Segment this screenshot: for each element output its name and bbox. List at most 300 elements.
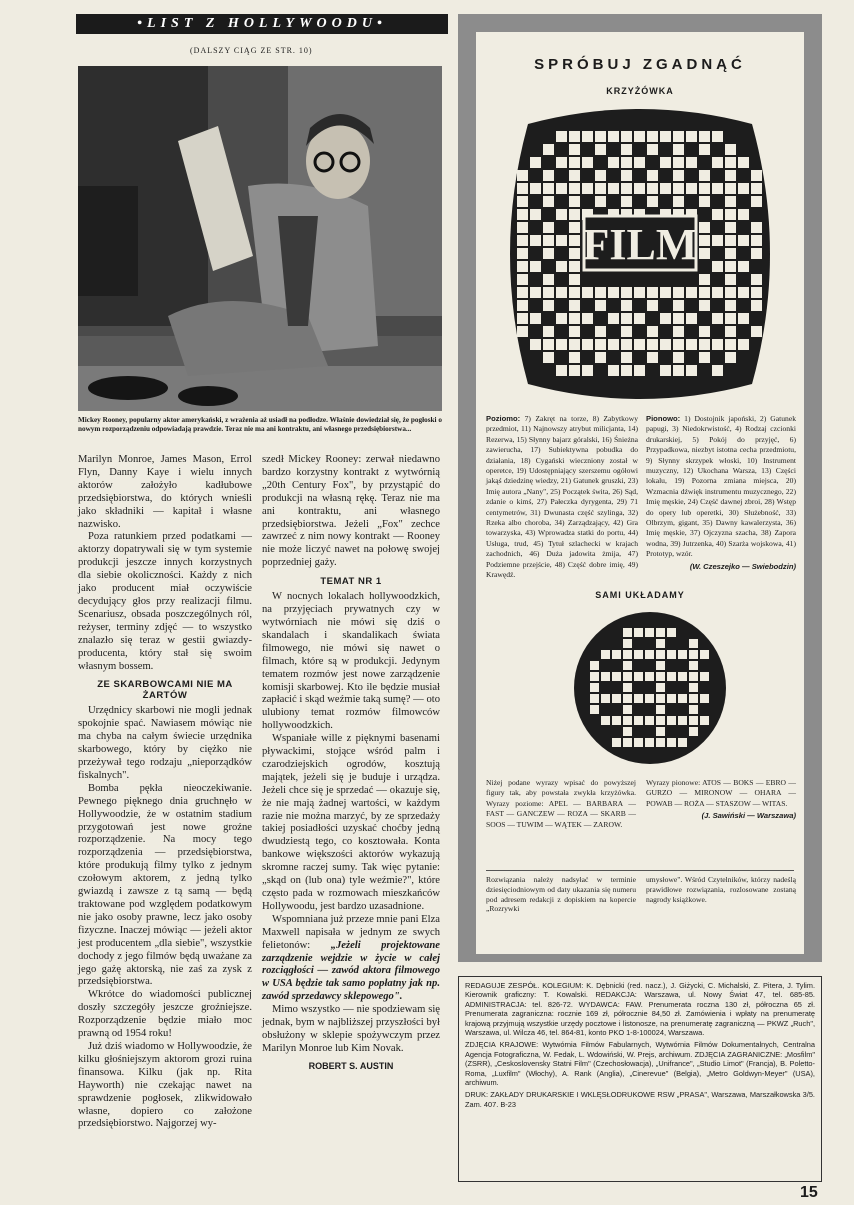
crossword-cell [582, 339, 593, 350]
crossword-cell [725, 248, 736, 259]
crossword-cell [556, 209, 567, 220]
crossword-cell [608, 339, 619, 350]
crossword-cell [699, 144, 710, 155]
paragraph: Urzędnicy skarbowi nie mogli jednak spokojnie spać. Nawiasem mówiąc nie ma chyba na całym świecie urzędnika skarbowego, który by ciężko nie przeżywał tego rodzaju „nieporządków fiskalnych". [78, 705, 252, 781]
crossword-cell [569, 183, 580, 194]
crossword-cell [543, 183, 554, 194]
crossword-cell [582, 157, 593, 168]
paragraph: Wspaniałe wille z pięknymi basenami pływackimi, stojące wśród palm i czarodziejskich ogrodów, kosztują majątek, jeżeli się je buduje i urządza. Jeżeli chce się je sprzedać — okazuje się, że nie mają żadnej wartości, w każdym razie nie można marzyć, by ze sprzedaży takiej posiadłości uzyskać choćby jedną dwudziestą tego, co kosztowała. Konta bankowe większości aktorów wykazują skromne raczej sumy. Tak więc pytanie: „skąd on (lub ona) tyle weźmie?", które często pada w rozmowach mieszkańców Hollywoodu, jest bardzo uzasadnione. [262, 733, 440, 912]
crossword-cell [738, 183, 749, 194]
crossword-cell [556, 183, 567, 194]
crossword-grid [498, 104, 782, 404]
crossword-cell [608, 157, 619, 168]
crossword-cell [595, 300, 606, 311]
crossword-cell [686, 287, 697, 298]
crossword-cell [556, 313, 567, 324]
crossword-cell [530, 313, 541, 324]
crossword-cell [725, 144, 736, 155]
crossword-cell [569, 365, 580, 376]
crossword-cell [621, 313, 632, 324]
fill-in-cell [678, 672, 687, 681]
crossword-subtitle: KRZYŻÓWKA [606, 86, 674, 96]
crossword-cell [673, 287, 684, 298]
fill-in-cell [612, 738, 621, 747]
paragraph: Już dziś wiadomo w Hollywoodzie, że kilku głośniejszym aktorom grozi ruina finansowa. Kilku (jak np. Rita Hayworth) nie czekając nawet na sprawdzenie pogłosek, zlikwidowało własne, dopiero co założone przedsiębiorstwo. Najgorzej wy- [78, 1040, 252, 1130]
crossword-cell [621, 365, 632, 376]
crossword-cell [517, 183, 528, 194]
crossword-cell [621, 170, 632, 181]
crossword-cell [621, 157, 632, 168]
crossword-cell [647, 183, 658, 194]
crossword-cell [725, 222, 736, 233]
crossword-cell [621, 326, 632, 337]
crossword-center-word: FILM [582, 220, 698, 269]
crossword-cell [530, 261, 541, 272]
crossword-cell [569, 222, 580, 233]
crossword-cell [634, 157, 645, 168]
crossword-cell [595, 287, 606, 298]
crossword-cell [608, 131, 619, 142]
crossword-cell [699, 300, 710, 311]
puzzle-title: SPRÓBUJ ZGADNĄĆ [534, 56, 746, 73]
fill-in-cell [645, 650, 654, 659]
crossword-cell [712, 157, 723, 168]
fill-in-cell [689, 650, 698, 659]
crossword-cell [647, 287, 658, 298]
fill-in-cell [623, 661, 632, 670]
crossword-cell [725, 196, 736, 207]
crossword-cell [530, 183, 541, 194]
fill-in-cell [689, 694, 698, 703]
crossword-cell [556, 339, 567, 350]
crossword-cell [517, 261, 528, 272]
fill-in-cell [612, 694, 621, 703]
fill-in-cell [700, 672, 709, 681]
crossword-cell [725, 287, 736, 298]
fill-in-cell [667, 716, 676, 725]
paragraph: Wkrótce do wiadomości publicznej doszły szczegóły jeszcze groźniejsze. Rozporządzenie będzie miało moc prawną od 1954 roku! [78, 989, 252, 1040]
crossword-cell [725, 274, 736, 285]
crossword-cell [699, 170, 710, 181]
fill-in-cell [623, 727, 632, 736]
fill-in-cell [590, 672, 599, 681]
fill-in-cell [623, 705, 632, 714]
fill-in-cell [656, 628, 665, 637]
fill-in-cell [656, 738, 665, 747]
fill-in-cell [656, 683, 665, 692]
fill-in-cell [623, 672, 632, 681]
clues-vertical [646, 414, 796, 572]
crossword-cell [530, 287, 541, 298]
crossword-cell [660, 365, 671, 376]
crossword-cell [543, 170, 554, 181]
crossword-cell [699, 183, 710, 194]
crossword-cell [608, 313, 619, 324]
crossword-cell [530, 339, 541, 350]
crossword-cell [595, 196, 606, 207]
crossword-cell [569, 131, 580, 142]
crossword-cell [751, 274, 762, 285]
fill-in-cell [667, 672, 676, 681]
fill-in-cell [678, 716, 687, 725]
crossword-cell [608, 365, 619, 376]
crossword-cell [543, 235, 554, 246]
crossword-cell [595, 326, 606, 337]
subheading: ZE SKARBOWCAMI NIE MA ŻARTÓW [97, 679, 233, 702]
crossword-cell [699, 248, 710, 259]
fill-in-cell [689, 727, 698, 736]
crossword-cell [751, 183, 762, 194]
fill-in-instructions: Niżej podane wyrazy wpisać do powyższej figury tak, aby powstała zwykła krzyżówka. Wyrazy poziome: APEL — BARBARA — FAST — GANCZEW — ROZA — SKARB — SOOS — TUWIM — WĄTEK — ZAROW. [486, 778, 636, 829]
crossword-cell [686, 157, 697, 168]
article-column-1 [78, 454, 252, 1164]
fill-in-cell [601, 672, 610, 681]
crossword-cell [738, 235, 749, 246]
crossword-cell [569, 209, 580, 220]
crossword-cell [725, 300, 736, 311]
photo-mickey-rooney [78, 66, 442, 411]
crossword-cell [582, 313, 593, 324]
crossword-cell [569, 300, 580, 311]
fill-in-cell [634, 628, 643, 637]
crossword-cell [517, 235, 528, 246]
crossword-cell [751, 222, 762, 233]
crossword-cell [712, 235, 723, 246]
crossword-cell [673, 144, 684, 155]
crossword-cell [569, 144, 580, 155]
crossword-cell [582, 287, 593, 298]
crossword-cell [621, 352, 632, 363]
continued-note: (DALSZY CIĄG ZE STR. 10) [190, 46, 313, 55]
editorial-photos: ZDJĘCIA KRAJOWE: Wytwórnia Filmów Fabularnych, Wytwórnia Filmów Dokumentalnych, Centralna Agencja Fotograficzna, W. Fedak, L. Wdowiński, W. Prejs, archiwum. ZDJĘCIA ZAGRANICZNE: „Mosfilm" (ZSRR), „Ceskoslovensky Statni Film" (Czechosłowacja), „Unifrance", „Studio Limot" (Francja), B. Poletto-Roma, „Luxfilm" (Włochy), A. Rank (Anglia), „Cinerevue" (Belgia), „Metro Goldwyn-Meyer" (USA), archiwum. [465, 1040, 815, 1088]
crossword-cell [569, 274, 580, 285]
crossword-cell [738, 287, 749, 298]
crossword-cell [634, 339, 645, 350]
crossword-cell [712, 313, 723, 324]
fill-in-cell [656, 705, 665, 714]
crossword-cell [725, 235, 736, 246]
crossword-cell [699, 287, 710, 298]
crossword-cell [699, 196, 710, 207]
second-puzzle-title: SAMI UKŁADAMY [595, 590, 685, 600]
paragraph: Mimo wszystko — nie spodziewam się jednak, bym w najbliższej przyszłości był obsłużony w sklepie spożywczym przez Marilyn Monroe lub Kim Novak. [262, 1004, 440, 1054]
crossword-cell [738, 157, 749, 168]
fill-in-cell [700, 650, 709, 659]
fill-in-cell [623, 650, 632, 659]
paragraph: szedł Mickey Rooney: zerwał niedawno bardzo korzystny kontrakt z wytwórnią „20th Century Fox", by przystąpić do produkcji na własną rękę. Teraz nie ma ani kontraktu, ani własnego przedsiębiorstwa. Jeżeli „Fox" zechce zawrzeć z nim nowy kontrakt — Rooney nie może liczyć nawet na połowę swojej poprzedniej gaży. [262, 454, 440, 569]
quote: „Jeżeli projektowane zarządzenie wejdzie w życie w całej rozciągłości — zawód aktora filmowego w USA będzie tak samo popłatny jak np. zawód sprzedawcy sklepowego". [262, 939, 440, 1003]
crossword-cell [543, 274, 554, 285]
crossword-cell [569, 326, 580, 337]
section-banner: •LIST Z HOLLYWOODU• [76, 14, 448, 34]
crossword-cell [569, 157, 580, 168]
crossword-cell [751, 300, 762, 311]
fill-in-cell [623, 628, 632, 637]
crossword-cell [569, 313, 580, 324]
fill-in-cell [612, 716, 621, 725]
fill-in-cell [656, 639, 665, 648]
crossword-cell [712, 261, 723, 272]
crossword-cell [712, 209, 723, 220]
fill-in-cell [678, 694, 687, 703]
crossword-cell [530, 157, 541, 168]
crossword-cell [725, 209, 736, 220]
crossword-cell [699, 339, 710, 350]
crossword-cell [556, 157, 567, 168]
crossword-cell [595, 183, 606, 194]
crossword-cell [725, 170, 736, 181]
fill-in-cell [667, 738, 676, 747]
crossword-cell [517, 313, 528, 324]
crossword-cell [543, 144, 554, 155]
crossword-cell [595, 170, 606, 181]
crossword-cell [556, 131, 567, 142]
fill-in-cell [689, 661, 698, 670]
fill-in-cell [634, 694, 643, 703]
fill-in-cell [634, 716, 643, 725]
crossword-cell [751, 287, 762, 298]
fill-in-cell [678, 738, 687, 747]
crossword-cell [673, 300, 684, 311]
fill-in-cell [601, 650, 610, 659]
crossword-cell [738, 209, 749, 220]
fill-in-cell [623, 738, 632, 747]
editorial-staff: REDAGUJE ZESPÓŁ. KOLEGIUM: K. Dębnicki (red. nacz.), J. Giżycki, C. Michalski, Z. Pitera, J. Tylim. Kierownik graficzny: T. Kowalski. REDAKCJA: Warszawa, ul. Nowy Świat 47, tel. 685-85. ADMINISTRACJA: tel. 826-72. WYDAWCA: FAW. Prenumerata roczna 130 zł, półroczna 65 zł. Prenumerata zagraniczna: rocznie 169 zł, półrocznie 84,50 zł. Zamówienia i wpłaty na prenumeratę krajową przyjmują wszystkie urzędy pocztowe i listonosze, na prenumeratę zagraniczną — PKWZ „Ruch", Warszawa, ul. Wilcza 46, tel. 864-81, konto PKO 1-8-100024, Warszawa. [465, 981, 815, 1038]
fill-in-cell [634, 672, 643, 681]
crossword-cell [725, 313, 736, 324]
crossword-cell [699, 326, 710, 337]
crossword-cell [738, 313, 749, 324]
crossword-cell [569, 235, 580, 246]
crossword-cell [686, 339, 697, 350]
fill-in-cell [656, 716, 665, 725]
crossword-cell [517, 222, 528, 233]
fill-in-cell [623, 694, 632, 703]
crossword-cell [608, 183, 619, 194]
crossword-cell [686, 131, 697, 142]
crossword-cell [673, 339, 684, 350]
page-number: 15 [800, 1184, 818, 1201]
fill-in-cell [623, 639, 632, 648]
crossword-cell [647, 326, 658, 337]
crossword-cell [621, 144, 632, 155]
fill-in-cell [590, 705, 599, 714]
crossword-cell [686, 365, 697, 376]
crossword-cell [543, 248, 554, 259]
crossword-cell [660, 339, 671, 350]
fill-in-cell [678, 650, 687, 659]
crossword-cell [621, 196, 632, 207]
crossword-cell [725, 157, 736, 168]
editorial-print: DRUK: ZAKŁADY DRUKARSKIE I WKLĘSŁODRUKOWE RSW „PRASA", Warszawa, Marszałkowska 3/5. Zam. 407. B-23 [465, 1090, 815, 1109]
fill-in-cell [656, 661, 665, 670]
fill-in-vertical-text: Wyrazy pionowe: ATOS — BOKS — EBRO — GURZO — MIRONOW — OHARA — POWAB — ROŻA — STASZOW — WITAS. [646, 778, 796, 808]
crossword-cell [543, 339, 554, 350]
crossword-cell [712, 131, 723, 142]
clues-vertical-text: 1) Dostojnik japoński, 2) Gatunek papugi, 3) Niedokrwistość, 4) Rodzaj czcionki drukarskiej, 5) Pokój do przyjęć, 6) Przypadkowa, niezbyt istotna cecha przedmiotu, 9) Słynny skrzypek włoski, 10) Instrument muzyczny, 12) Ukochana Warsza, 13) Części lokalu, 19) Pozorna zmiana miejsca, 20) Wzmacnia dźwięk instrumentu muzycznego, 22) Imię męskie, 24) Część dawnej zbroi, 28) Wstęp do opery lub operetki, 30) Służebność, 33) Olbrzym, gigant, 35) Dawny kawalerzysta, 36) Imię męskie, 37) Ojczyzna szacha, 38) Zapora wodna, 39) Jutrzenka, 40) Szarża wojskowa, 41) Prototyp, wzór. [646, 414, 797, 559]
quote-intro: Wspomniana już przeze mnie pani Elza Maxwell napisała w jednym ze swych felietonów: [262, 913, 440, 951]
crossword-cell [517, 326, 528, 337]
crossword-author: (W. Czeszejko — Swiebodzin) [689, 561, 796, 571]
clues-vertical-label: Pionowo: [646, 414, 681, 423]
crossword-cell [595, 352, 606, 363]
crossword-cell [725, 183, 736, 194]
solutions-note-1: Rozwiązania należy nadsyłać w terminie dziesięciodniowym od daty ukazania się numeru pod adresem redakcji z dopiskiem na kopercie „Rozrywki [486, 875, 636, 914]
crossword-cell [517, 300, 528, 311]
fill-in-cell [667, 628, 676, 637]
crossword-cell [621, 339, 632, 350]
crossword-cell [582, 365, 593, 376]
fill-in-cell [601, 694, 610, 703]
crossword-cell [569, 248, 580, 259]
crossword-cell [673, 326, 684, 337]
crossword-cell [712, 365, 723, 376]
crossword-cell [699, 235, 710, 246]
crossword-cell [673, 157, 684, 168]
crossword-cell [543, 287, 554, 298]
fill-in-cell [656, 727, 665, 736]
crossword-cell [673, 131, 684, 142]
clues-horizontal-label: Poziomo: [486, 414, 521, 423]
crossword-cell [647, 300, 658, 311]
article-column-2 [262, 454, 440, 1164]
fill-in-cell [612, 650, 621, 659]
fill-in-vertical-words [646, 778, 796, 822]
crossword-cell [517, 274, 528, 285]
crossword-cell [569, 339, 580, 350]
crossword-cell [621, 131, 632, 142]
editorial-box [458, 976, 822, 1182]
crossword-cell [725, 339, 736, 350]
crossword-cell [699, 222, 710, 233]
crossword-cell [530, 235, 541, 246]
crossword-cell [556, 365, 567, 376]
crossword-cell [751, 170, 762, 181]
crossword-cell [712, 339, 723, 350]
fill-in-cell [590, 661, 599, 670]
fill-in-cell [645, 738, 654, 747]
crossword-cell [673, 352, 684, 363]
crossword-cell [582, 131, 593, 142]
fill-in-cell [634, 738, 643, 747]
fill-in-cell [700, 716, 709, 725]
crossword-cell [595, 144, 606, 155]
fill-in-cell [689, 705, 698, 714]
fill-in-grid [572, 610, 728, 766]
fill-in-cell [634, 650, 643, 659]
puzzle-panel-inner [476, 32, 804, 954]
fill-in-cell [601, 716, 610, 725]
fill-in-cell [645, 694, 654, 703]
crossword-cell [660, 313, 671, 324]
crossword-cell [543, 300, 554, 311]
crossword-cell [582, 183, 593, 194]
crossword-cell [647, 170, 658, 181]
fill-in-cell [645, 672, 654, 681]
fill-in-cell [689, 683, 698, 692]
crossword-cell [543, 196, 554, 207]
crossword-cell [647, 131, 658, 142]
crossword-cell [673, 183, 684, 194]
crossword-cell [738, 339, 749, 350]
crossword-cell [556, 287, 567, 298]
crossword-cell [543, 352, 554, 363]
crossword-cell [595, 131, 606, 142]
crossword-cell [673, 313, 684, 324]
crossword-cell [621, 300, 632, 311]
crossword-cell [634, 313, 645, 324]
crossword-cell [569, 196, 580, 207]
crossword-cell [569, 287, 580, 298]
crossword-cell [751, 196, 762, 207]
crossword-cell [699, 131, 710, 142]
clues-horizontal-text: 7) Zakręt na torze, 8) Zabytkowy przedmiot, 11) Najnowszy atrybut milicjanta, 14) Rezerwa, 15) Słynny bajarz góralski, 16) Śnieżna zawierucha, 17) Subiektywna pobudka do działania, 18) Cygański wieczniony został w operetce, 19) Udostępniający szerszemu ogółowi jakąś dziedzinę wiedzy, 21) Gatunek gruszki, 23) Imię autora „Nany", 25) Początek świta, 26) Sąd, zdanie o kimś, 27) Pałeczka dyrygenta, 29) 71 centymetrów, 31) Dwunasta część szylinga, 32) Rzeka albo choroba, 34) Zarządzający, 42) Gra towarzyska, 43) Wprowadza statki do portu, 44) Usługa, trud, 45) Tytuł szlachecki w krajach zachodnich, 46) Duża jadowita żmija, 47) Podziemne przejście, 48) Część dobre imię, 49) Krawędź. [486, 414, 638, 580]
crossword-cell [543, 326, 554, 337]
solutions-note-2: umysłowe". Wśród Czytelników, którzy nadeślą prawidłowe rozwiązania, rozlosowane zostaną nagrody książkowe. [646, 875, 796, 904]
fill-in-cell [590, 683, 599, 692]
subheading: TEMAT NR 1 [320, 576, 382, 588]
fill-in-author: (J. Sawiński — Warszawa) [701, 811, 796, 821]
crossword-cell [634, 287, 645, 298]
clues-horizontal [486, 414, 638, 581]
author-signature: ROBERT S. AUSTIN [308, 1060, 394, 1071]
crossword-cell [699, 274, 710, 285]
crossword-cell [660, 131, 671, 142]
crossword-cell [647, 196, 658, 207]
crossword-cell [621, 287, 632, 298]
crossword-cell [569, 261, 580, 272]
crossword-cell [517, 287, 528, 298]
crossword-cell [517, 196, 528, 207]
fill-in-cell [700, 694, 709, 703]
crossword-cell [660, 287, 671, 298]
crossword-cell [712, 287, 723, 298]
crossword-cell [647, 339, 658, 350]
crossword-cell [569, 352, 580, 363]
fill-in-cell [689, 716, 698, 725]
crossword-cell [569, 170, 580, 181]
photo-caption: Mickey Rooney, popularny aktor amerykański, z wrażenia aż usiadł na podłodze. Właśnie dowiedział się, że pogłoski o nowym rozporządzeniu odpowiadają prawdzie. Teraz nie ma ani kontraktu, ani własnego przedsiębiorstwa... [78, 416, 442, 433]
fill-in-cell [590, 694, 599, 703]
crossword-cell [738, 261, 749, 272]
crossword-cell [751, 235, 762, 246]
fill-in-cell [656, 650, 665, 659]
fill-in-cell [656, 694, 665, 703]
crossword-cell [517, 170, 528, 181]
fill-in-cell [667, 694, 676, 703]
crossword-cell [647, 144, 658, 155]
fill-in-cell [689, 639, 698, 648]
crossword-cell [725, 261, 736, 272]
fill-in-cell [689, 672, 698, 681]
crossword-cell [751, 248, 762, 259]
crossword-cell [673, 365, 684, 376]
crossword-cell [660, 183, 671, 194]
crossword-cell [556, 261, 567, 272]
crossword-cell [556, 235, 567, 246]
crossword-cell [647, 352, 658, 363]
fill-in-cell [645, 716, 654, 725]
crossword-cell [517, 248, 528, 259]
crossword-cell [712, 183, 723, 194]
crossword-cell [751, 326, 762, 337]
fill-in-cell [623, 716, 632, 725]
crossword-cell [634, 365, 645, 376]
crossword-cell [660, 157, 671, 168]
crossword-cell [634, 131, 645, 142]
paragraph: W nocnych lokalach hollywoodzkich, na przyjęciach prywatnych czy w wytwórniach nie mówi się dziś o skandalach i skandalikach świata filmowego, nie mówi się nawet o filmach, które są w produkcji. Jedynym tematem rozmów jest nowe zarządzenie komisji skarbowej. Kto ile będzie musiał zapłacić i skąd weźmie taką sumę? — oto ulubiony temat rozmów filmowców hollywoodzkich. [262, 591, 440, 732]
crossword-cell [621, 183, 632, 194]
